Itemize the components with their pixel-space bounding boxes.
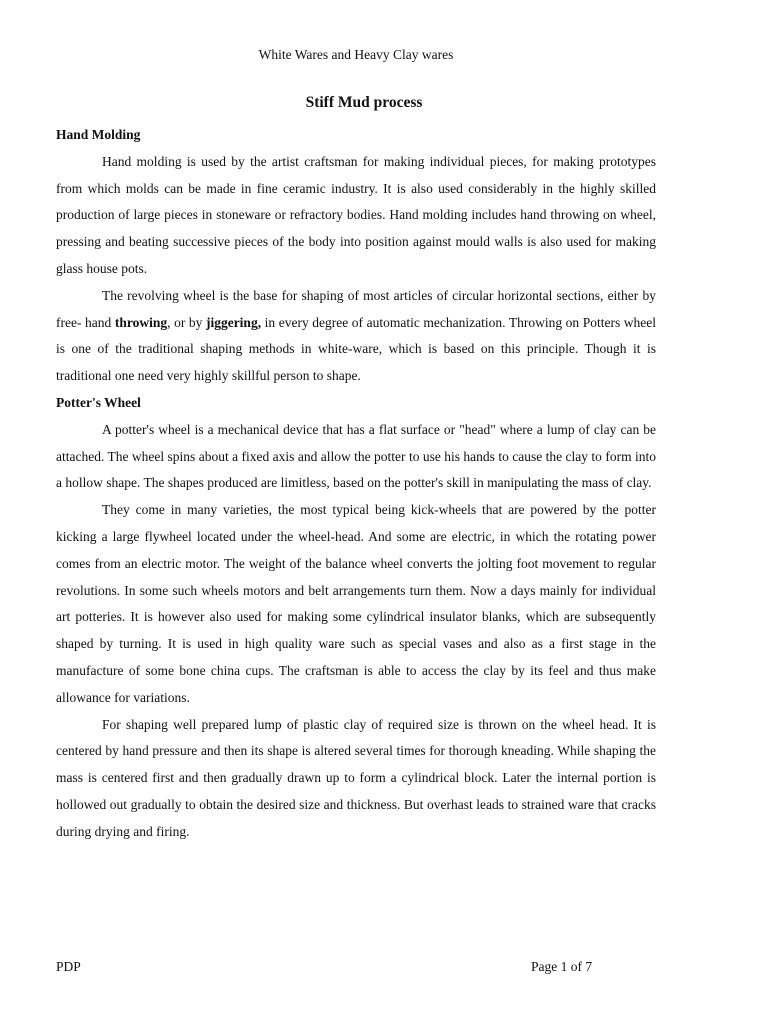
paragraph-wheel-varieties: They come in many varieties, the most typical being kick-wheels that are powered by the potter kicking a large flywheel located under the wheel-head. And some are electric, in which the rotating power comes from an electric motor. The weight of the balance wheel converts the jolting foot movement to regular revolutions. In some such wheels motors and belt arrangements turn them. Now a days mainly for individual art potteries. It is however also used for making some cylindrical insulator blanks, which are subsequently shaped by turning. It is used in high quality ware such as special vases and also as a first stage in the manufacture of some bone china cups. The craftsman is able to access the clay by its feel and thus make allowance for variations. [56, 502, 656, 705]
paragraph-shaping-process: For shaping well prepared lump of plastic clay of required size is thrown on the wheel head. It is centered by hand pressure and then its shape is altered several times for thorough kneading. While shaping the mass is centered first and then gradually drawn up to form a cylindrical block. Later the internal portion is hollowed out gradually to obtain the desired size and thickness. But overhast leads to strained ware that cracks during drying and firing. [56, 716, 656, 839]
paragraph-text: The revolving wheel is the base for shaping of most articles of circular horizontal sections, either by free- hand [56, 287, 656, 330]
paragraph-revolving-wheel [56, 283, 656, 390]
term-jiggering: jiggering, [205, 314, 262, 330]
page-number: Page 1 of 7 [531, 959, 593, 974]
footer-label: PDP [56, 959, 81, 974]
document-body [56, 122, 656, 846]
paragraph-text: in every degree of automatic mechanization. Throwing on Potters wheel is one of the traditional shaping methods in white-ware, which is based on this principle. Though it is traditional one need very highly skillful person to shape. [56, 314, 657, 384]
paragraph-hand-molding-intro: Hand molding is used by the artist craftsman for making individual pieces, for making prototypes from which molds can be made in fine ceramic industry. It is also used considerably in the highly skilled production of large pieces in stoneware or refractory bodies. Hand molding includes hand throwing on wheel, pressing and beating successive pieces of the body into position against mould walls is also used for making glass house pots. [56, 153, 656, 276]
running-header: White Wares and Heavy Clay wares [258, 47, 454, 62]
page-title: Stiff Mud process [305, 94, 423, 111]
section-heading-potters-wheel: Potter's Wheel [56, 394, 141, 410]
paragraph-potters-wheel-definition: A potter's wheel is a mechanical device that has a flat surface or "head" where a lump of clay can be attached. The wheel spins about a fixed axis and allow the potter to use his hands to cause the clay to form into a hollow shape. The shapes produced are limitless, based on the potter's skill in manipulating the mass of clay. [56, 421, 656, 491]
term-throwing: throwing [114, 314, 168, 330]
paragraph-text: , or by [167, 314, 206, 330]
section-heading-hand-molding: Hand Molding [56, 127, 141, 142]
